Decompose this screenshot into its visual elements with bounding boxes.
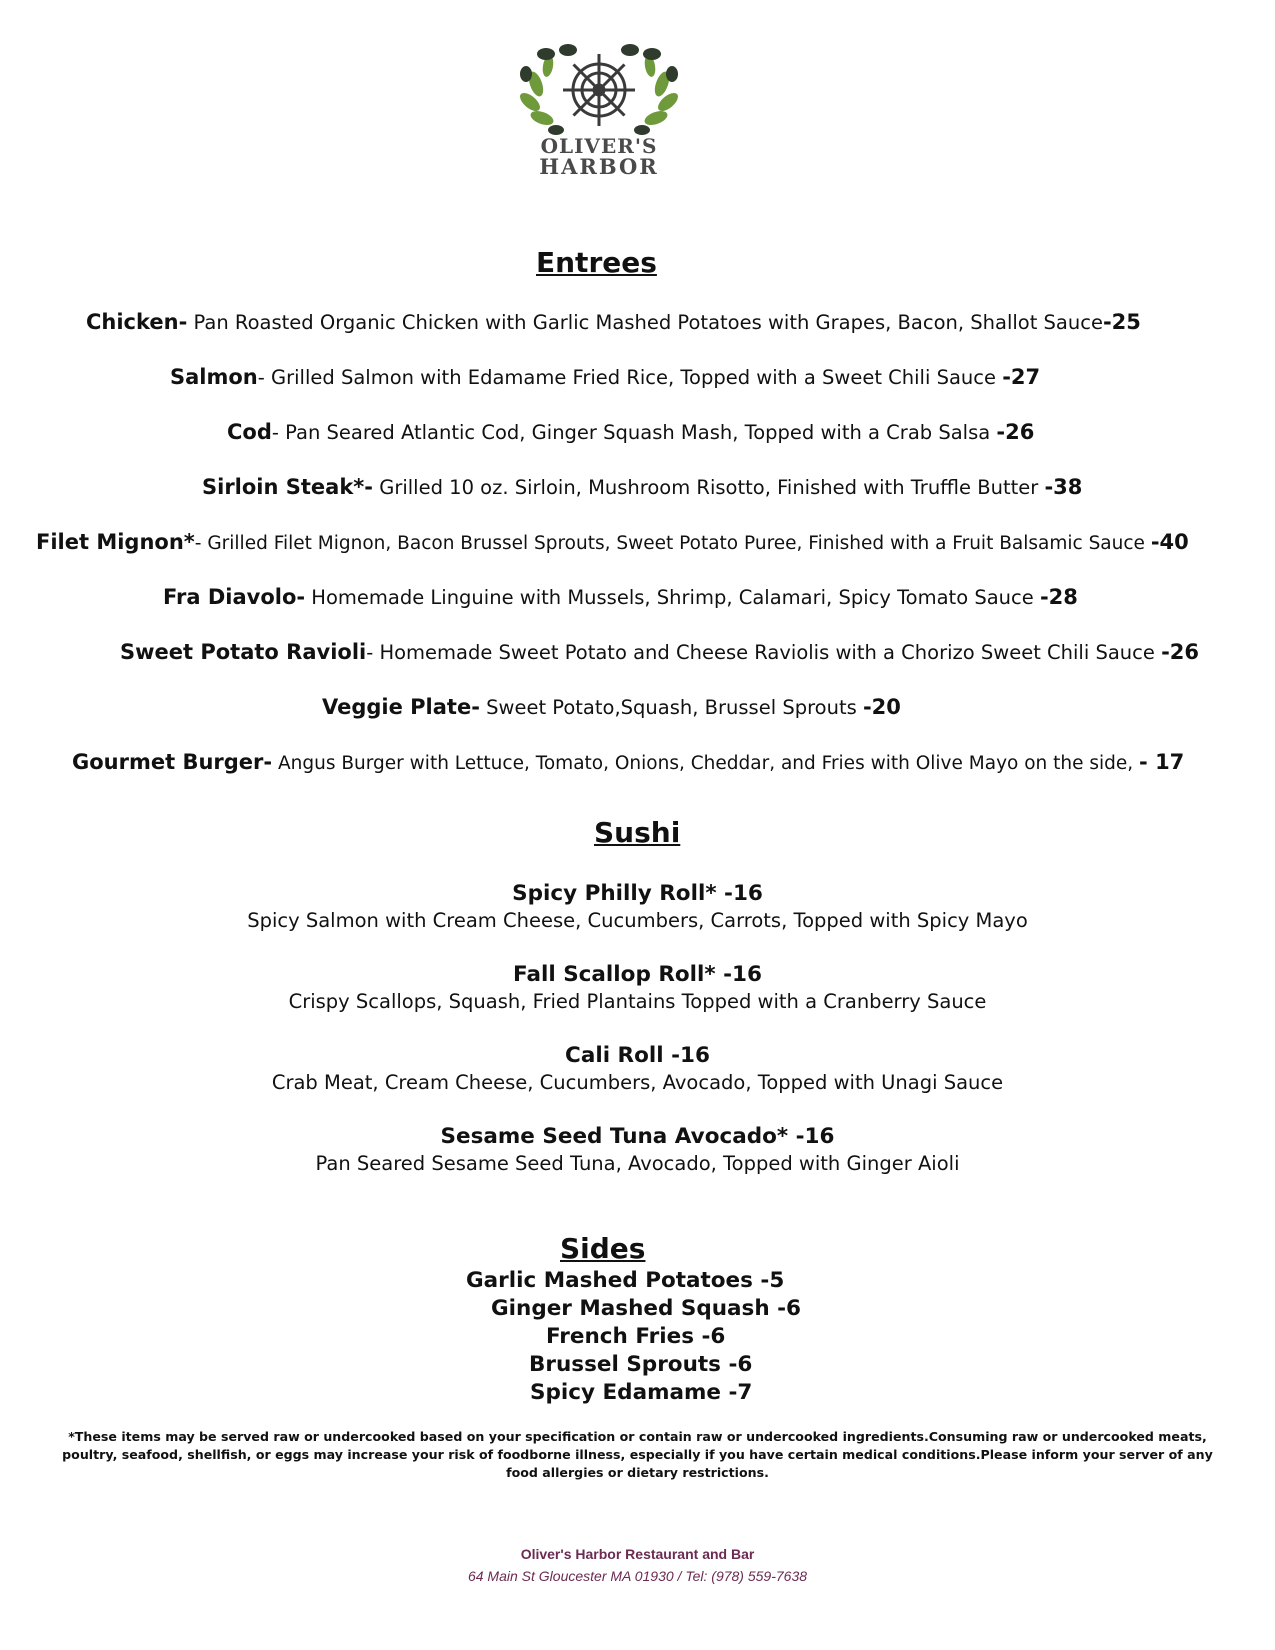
entree-price: -26: [1161, 640, 1200, 664]
entree-price: -25: [1102, 310, 1141, 334]
entree-item-cod: [227, 420, 1034, 444]
entree-name: Cod: [227, 420, 272, 444]
footer-address: 64 Main St Gloucester MA 01930 / Tel: (978) 559-7638: [467, 1568, 808, 1584]
entree-desc: Sweet Potato,Squash, Brussel Sprouts: [479, 696, 863, 719]
entree-name: Fra Diavolo-: [163, 585, 306, 609]
entree-price: -26: [996, 420, 1035, 444]
entree-item-sirloin-steak: [202, 475, 1082, 499]
entree-price: -20: [862, 695, 901, 719]
entree-item-salmon: [170, 365, 1040, 389]
side-item: Ginger Mashed Squash -6: [491, 1296, 802, 1321]
sushi-desc: Crab Meat, Cream Cheese, Cucumbers, Avocado, Topped with Unagi Sauce: [271, 1071, 1004, 1094]
sushi-heading: Sushi: [594, 816, 681, 849]
ship-wheel-olive-wreath-icon: [518, 44, 680, 136]
entree-price: - 17: [1139, 750, 1185, 774]
side-item: Spicy Edamame -7: [530, 1380, 753, 1405]
sushi-title: Sesame Seed Tuna Avocado* -16: [440, 1124, 835, 1149]
entree-name: Gourmet Burger-: [72, 750, 273, 774]
entree-name: Sirloin Steak*-: [202, 475, 374, 499]
entree-desc: - Homemade Sweet Potato and Cheese Raviolis with a Chorizo Sweet Chili Sauce: [366, 641, 1162, 664]
entrees-heading: Entrees: [536, 246, 657, 279]
entree-name: Chicken-: [86, 310, 188, 334]
entree-price: -27: [1002, 365, 1041, 389]
sushi-title: Fall Scallop Roll* -16: [513, 962, 762, 987]
raw-food-disclaimer: [0, 1428, 1275, 1482]
entree-name: Sweet Potato Ravioli: [120, 640, 367, 664]
side-item: Garlic Mashed Potatoes -5: [466, 1268, 785, 1293]
entree-item-fra-diavolo: [163, 585, 1078, 609]
entree-item-gourmet-burger: [72, 750, 1184, 774]
entree-item-veggie-plate: [322, 695, 901, 719]
entree-desc: Grilled 10 oz. Sirloin, Mushroom Risotto, Finished with Truffle Butter: [373, 476, 1045, 499]
entree-price: -40: [1150, 530, 1189, 554]
side-item: Brussel Sprouts -6: [529, 1352, 753, 1377]
side-item: French Fries -6: [546, 1324, 726, 1349]
sushi-item: [0, 1123, 1275, 1177]
entree-item-chicken: [86, 310, 1141, 334]
entree-desc: Angus Burger with Lettuce, Tomato, Onions, Cheddar, and Fries with Olive Mayo on the side,: [272, 753, 1140, 774]
sushi-desc: Pan Seared Sesame Seed Tuna, Avocado, Topped with Ginger Aioli: [315, 1152, 960, 1175]
restaurant-logo: [518, 44, 680, 184]
sushi-desc: Spicy Salmon with Cream Cheese, Cucumbers, Carrots, Topped with Spicy Mayo: [247, 909, 1028, 932]
entree-item-sweet-potato-ravioli: [120, 640, 1199, 664]
entree-desc: Pan Roasted Organic Chicken with Garlic Mashed Potatoes with Grapes, Bacon, Shallot Sauce: [187, 311, 1103, 334]
sushi-item: [0, 961, 1275, 1015]
footer-restaurant-name: Oliver's Harbor Restaurant and Bar: [520, 1546, 755, 1562]
entree-name: Filet Mignon*: [36, 530, 195, 554]
entree-price: -38: [1044, 475, 1083, 499]
disclaimer-line: poultry, seafood, shellfish, or eggs may increase your risk of foodborne illness, especially if you have certain medical conditions.Please inform your server of any: [62, 1447, 1213, 1462]
entree-name: Salmon: [170, 365, 258, 389]
sushi-title: Cali Roll -16: [565, 1043, 710, 1068]
disclaimer-line: food allergies or dietary restrictions.: [506, 1465, 769, 1480]
logo-text-line2: HARBOR: [539, 154, 659, 179]
logo-text-line1: OLIVER'S: [540, 134, 658, 158]
entree-item-filet-mignon: [36, 530, 1189, 554]
entree-price: -28: [1039, 585, 1078, 609]
disclaimer-line: *These items may be served raw or undercooked based on your specification or contain raw or undercooked ingredients.Consuming raw or undercooked meats,: [68, 1429, 1207, 1444]
entree-desc: - Grilled Filet Mignon, Bacon Brussel Sprouts, Sweet Potato Puree, Finished with a Fruit Balsamic Sauce: [194, 533, 1151, 554]
entree-desc: Homemade Linguine with Mussels, Shrimp, Calamari, Spicy Tomato Sauce: [305, 586, 1040, 609]
entree-desc: - Pan Seared Atlantic Cod, Ginger Squash Mash, Topped with a Crab Salsa: [271, 421, 997, 444]
entree-name: Veggie Plate-: [322, 695, 480, 719]
entree-desc: - Grilled Salmon with Edamame Fried Rice, Topped with a Sweet Chili Sauce: [257, 366, 1003, 389]
sushi-desc: Crispy Scallops, Squash, Fried Plantains Topped with a Cranberry Sauce: [288, 990, 987, 1013]
sides-heading: Sides: [560, 1232, 646, 1265]
sushi-item: [0, 880, 1275, 934]
sushi-title: Spicy Philly Roll* -16: [512, 881, 763, 906]
sushi-item: [0, 1042, 1275, 1096]
